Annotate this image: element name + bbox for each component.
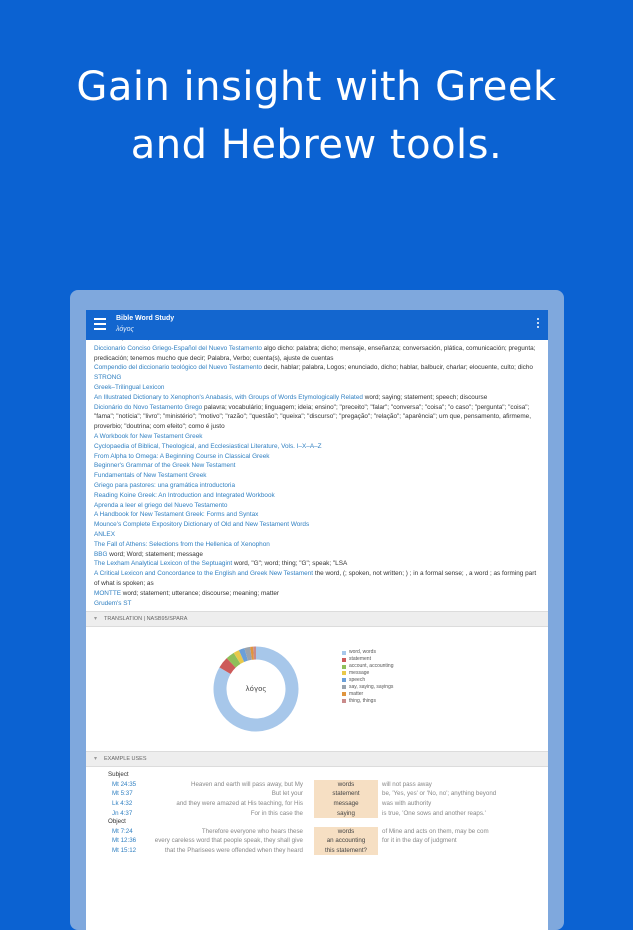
lexicon-source-link[interactable]: An Illustrated Dictionary to Xenophon's Anabasis, with Groups of Words Etymologically Related bbox=[94, 394, 363, 401]
example-right-context: will not pass away bbox=[382, 780, 432, 790]
example-group-label: Subject bbox=[108, 771, 548, 780]
lexicon-gloss: word; Word; statement; message bbox=[108, 551, 203, 558]
lexicon-gloss: the word, (; spoken, not written; ) ; in a formal sense; , a word ; as forming part of what is spoken; as bbox=[94, 570, 536, 587]
lexicon-list bbox=[86, 334, 548, 608]
example-right-context: is true, 'One sows and another reaps.' bbox=[382, 809, 486, 819]
example-left-context: For in this case the bbox=[251, 809, 303, 819]
lexicon-entry bbox=[94, 589, 540, 599]
app-bar bbox=[86, 310, 548, 340]
lexicon-entry bbox=[94, 363, 540, 373]
headline-line-2: and Hebrew tools. bbox=[0, 116, 633, 174]
lexicon-source-link[interactable]: Greek–Trilingual Lexicon bbox=[94, 384, 164, 391]
lexicon-source-link[interactable]: Cyclopaedia of Biblical, Theological, and Ecclesiastical Literature, Vols. I–X–A–Z bbox=[94, 443, 322, 450]
lexicon-entry bbox=[94, 510, 540, 520]
example-right-context: be, 'Yes, yes' or 'No, no'; anything beyond bbox=[382, 789, 496, 799]
lexicon-entry bbox=[94, 452, 540, 462]
legend-label: say, saying, sayings bbox=[349, 684, 393, 691]
legend-item bbox=[342, 691, 393, 698]
donut-slice[interactable] bbox=[242, 655, 247, 657]
lexicon-source-link[interactable]: Compendio del diccionario teológico del Nuevo Testamento bbox=[94, 364, 262, 371]
donut-slice[interactable] bbox=[231, 659, 237, 664]
example-row[interactable] bbox=[108, 836, 548, 846]
lexicon-source-link[interactable]: ANLEX bbox=[94, 531, 115, 538]
example-reference-link[interactable]: Jn 4:37 bbox=[112, 809, 132, 819]
chart-legend bbox=[342, 649, 393, 704]
legend-label: thing, things bbox=[349, 698, 376, 705]
lexicon-source-link[interactable]: Griego para pastores: una gramática introductoria bbox=[94, 482, 235, 489]
lexicon-source-link[interactable]: A Critical Lexicon and Concordance to the English and Greek New Testament bbox=[94, 570, 313, 577]
example-highlight-word: statement bbox=[314, 789, 378, 799]
legend-swatch bbox=[342, 685, 346, 689]
example-right-context: was with authority bbox=[382, 799, 431, 809]
lexicon-entry bbox=[94, 373, 540, 383]
donut-slice[interactable] bbox=[225, 663, 231, 671]
legend-label: account, accounting bbox=[349, 663, 393, 670]
donut-slice[interactable] bbox=[246, 654, 251, 655]
example-left-context: every careless word that people speak, they shall give bbox=[155, 836, 303, 846]
example-highlight-word: saying bbox=[314, 809, 378, 819]
example-left-context: But let your bbox=[272, 789, 303, 799]
app-bar-subtitle: λόγος bbox=[116, 326, 134, 333]
lexicon-gloss: decir, hablar; palabra, Logos; enunciado, dicho; hablar, balbucir, charlar; elocuente, culto; dicho bbox=[262, 364, 533, 371]
legend-item bbox=[342, 656, 393, 663]
lexicon-entry bbox=[94, 569, 540, 589]
legend-label: statement bbox=[349, 656, 371, 663]
example-left-context: and they were amazed at His teaching, for His bbox=[176, 799, 303, 809]
chevron-down-icon: ▾ bbox=[94, 612, 97, 626]
translation-section-label: TRANSLATION | NASB95/SPARA bbox=[104, 616, 187, 622]
example-reference-link[interactable]: Mt 15:12 bbox=[112, 846, 136, 856]
lexicon-source-link[interactable]: Beginner's Grammar of the Greek New Testament bbox=[94, 462, 235, 469]
example-row[interactable] bbox=[108, 799, 548, 809]
example-reference-link[interactable]: Mt 12:36 bbox=[112, 836, 136, 846]
lexicon-entry bbox=[94, 393, 540, 403]
legend-label: message bbox=[349, 670, 369, 677]
headline bbox=[0, 58, 633, 174]
lexicon-entry bbox=[94, 559, 540, 569]
lexicon-gloss: algo dicho: palabra; dicho; mensaje, enseñanza; conversación, plática, comunicación; pregunta; predicación; tenemos mucho que decir; Palabra, Verbo; cuenta(s), ajuste de cuentas bbox=[94, 345, 535, 362]
lexicon-entry bbox=[94, 383, 540, 393]
lexicon-entry bbox=[94, 540, 540, 550]
example-reference-link[interactable]: Mt 24:35 bbox=[112, 780, 136, 790]
lexicon-entry bbox=[94, 599, 540, 609]
legend-item bbox=[342, 677, 393, 684]
legend-item bbox=[342, 670, 393, 677]
app-bar-title: Bible Word Study bbox=[116, 315, 174, 322]
donut-slice[interactable] bbox=[237, 656, 241, 658]
lexicon-entry bbox=[94, 432, 540, 442]
legend-swatch bbox=[342, 665, 346, 669]
example-group-label: Object bbox=[108, 818, 548, 827]
translation-chart-area bbox=[86, 627, 548, 751]
example-highlight-word: message bbox=[314, 799, 378, 809]
example-reference-link[interactable]: Lk 4:32 bbox=[112, 799, 132, 809]
legend-swatch bbox=[342, 692, 346, 696]
lexicon-source-link[interactable]: Fundamentals of New Testament Greek bbox=[94, 472, 206, 479]
lexicon-entry bbox=[94, 491, 540, 501]
example-highlight-word: words bbox=[314, 780, 378, 790]
example-section-label: EXAMPLE USES bbox=[104, 756, 147, 762]
example-left-context: Therefore everyone who hears these bbox=[202, 827, 303, 837]
lexicon-entry bbox=[94, 501, 540, 511]
example-section-header[interactable] bbox=[86, 751, 548, 767]
lexicon-source-link[interactable]: A Workbook for New Testament Greek bbox=[94, 433, 202, 440]
lexicon-source-link[interactable]: Reading Koine Greek: An Introduction and Integrated Workbook bbox=[94, 492, 275, 499]
legend-swatch bbox=[342, 651, 346, 655]
example-highlight-word: words bbox=[314, 827, 378, 837]
translation-section-header[interactable] bbox=[86, 611, 548, 627]
example-highlight-word: an accounting bbox=[314, 836, 378, 846]
chevron-down-icon: ▾ bbox=[94, 752, 97, 766]
lexicon-gloss: word; saying; statement; speech; discourse bbox=[363, 394, 487, 401]
lexicon-source-link[interactable]: Aprenda a leer el griego del Nuevo Testamento bbox=[94, 502, 227, 509]
legend-item bbox=[342, 684, 393, 691]
lexicon-gloss: palavra; vocabulário; linguagem; ideia; ensino"; "preceito"; "falar"; "conversa"; "coisa"; "o caso"; "pergunta"; "coisa"; "fama"; "notícia"; "livro"; "ministério"; "motivo"; "razão"; "questão"; "queixa"; "discurso"; "pregação"; "relação"; "aparência"; um que, pensamento, afirmeme, proverbio; "doutrina; com efeito"; como é justo bbox=[94, 404, 531, 431]
lexicon-source-link[interactable]: STRONG bbox=[94, 374, 121, 381]
example-row[interactable] bbox=[108, 809, 548, 819]
donut-center-label: λόγος bbox=[246, 685, 267, 693]
lexicon-source-link[interactable]: Grudem's ST bbox=[94, 600, 131, 607]
lexicon-source-link[interactable]: Diccionario Conciso Griego-Español del Nuevo Testamento bbox=[94, 345, 262, 352]
example-row[interactable] bbox=[108, 789, 548, 799]
example-row[interactable] bbox=[108, 827, 548, 837]
lexicon-source-link[interactable]: BBG bbox=[94, 551, 108, 558]
legend-swatch bbox=[342, 658, 346, 662]
lexicon-entry bbox=[94, 471, 540, 481]
example-right-context: of Mine and acts on them, may be com bbox=[382, 827, 489, 837]
legend-swatch bbox=[342, 671, 346, 675]
legend-swatch bbox=[342, 678, 346, 682]
example-row[interactable] bbox=[108, 846, 548, 856]
example-reference-link[interactable]: Mt 5:37 bbox=[112, 789, 133, 799]
example-left-context: Heaven and earth will pass away, but My bbox=[191, 780, 303, 790]
lexicon-entry bbox=[94, 530, 540, 540]
headline-line-1: Gain insight with Greek bbox=[0, 58, 633, 116]
lexicon-entry bbox=[94, 461, 540, 471]
lexicon-gloss: word, "G"; word; thing; "G"; speak; "LSA bbox=[232, 560, 347, 567]
lexicon-entry bbox=[94, 403, 540, 432]
bottom-fade-overlay bbox=[86, 870, 548, 930]
example-reference-link[interactable]: Mt 7:24 bbox=[112, 827, 133, 837]
lexicon-source-link[interactable]: From Alpha to Omega: A Beginning Course in Classical Greek bbox=[94, 453, 269, 460]
more-options-icon[interactable] bbox=[537, 318, 540, 330]
legend-swatch bbox=[342, 699, 346, 703]
lexicon-entry bbox=[94, 520, 540, 530]
legend-label: matter bbox=[349, 691, 363, 698]
example-row[interactable] bbox=[108, 780, 548, 790]
legend-label: word, words bbox=[349, 649, 376, 656]
lexicon-entry bbox=[94, 442, 540, 452]
lexicon-source-link[interactable]: Dicionário do Novo Testamento Grego bbox=[94, 404, 202, 411]
lexicon-source-link[interactable]: The Fall of Athens: Selections from the Hellenica of Xenophon bbox=[94, 541, 270, 548]
lexicon-source-link[interactable]: MONTTE bbox=[94, 590, 121, 597]
lexicon-entry bbox=[94, 481, 540, 491]
tablet-device-frame bbox=[70, 290, 564, 930]
legend-item bbox=[342, 649, 393, 656]
lexicon-source-link[interactable]: The Lexham Analytical Lexicon of the Septuagint bbox=[94, 560, 232, 567]
app-screen bbox=[86, 310, 548, 930]
lexicon-source-link[interactable]: Mounce's Complete Expository Dictionary of Old and New Testament Words bbox=[94, 521, 309, 528]
legend-item bbox=[342, 663, 393, 670]
legend-label: speech bbox=[349, 677, 365, 684]
lexicon-gloss: word; statement; utterance; discourse; meaning; matter bbox=[121, 590, 279, 597]
lexicon-source-link[interactable]: A Handbook for New Testament Greek: Forms and Syntax bbox=[94, 511, 258, 518]
lexicon-entry bbox=[94, 344, 540, 364]
lexicon-entry bbox=[94, 550, 540, 560]
example-uses-list bbox=[86, 767, 548, 855]
example-right-context: for it in the day of judgment bbox=[382, 836, 457, 846]
hamburger-menu-icon[interactable] bbox=[94, 318, 106, 333]
legend-item bbox=[342, 698, 393, 705]
example-highlight-word: this statement? bbox=[314, 846, 378, 856]
example-left-context: that the Pharisees were offended when they heard bbox=[165, 846, 303, 856]
